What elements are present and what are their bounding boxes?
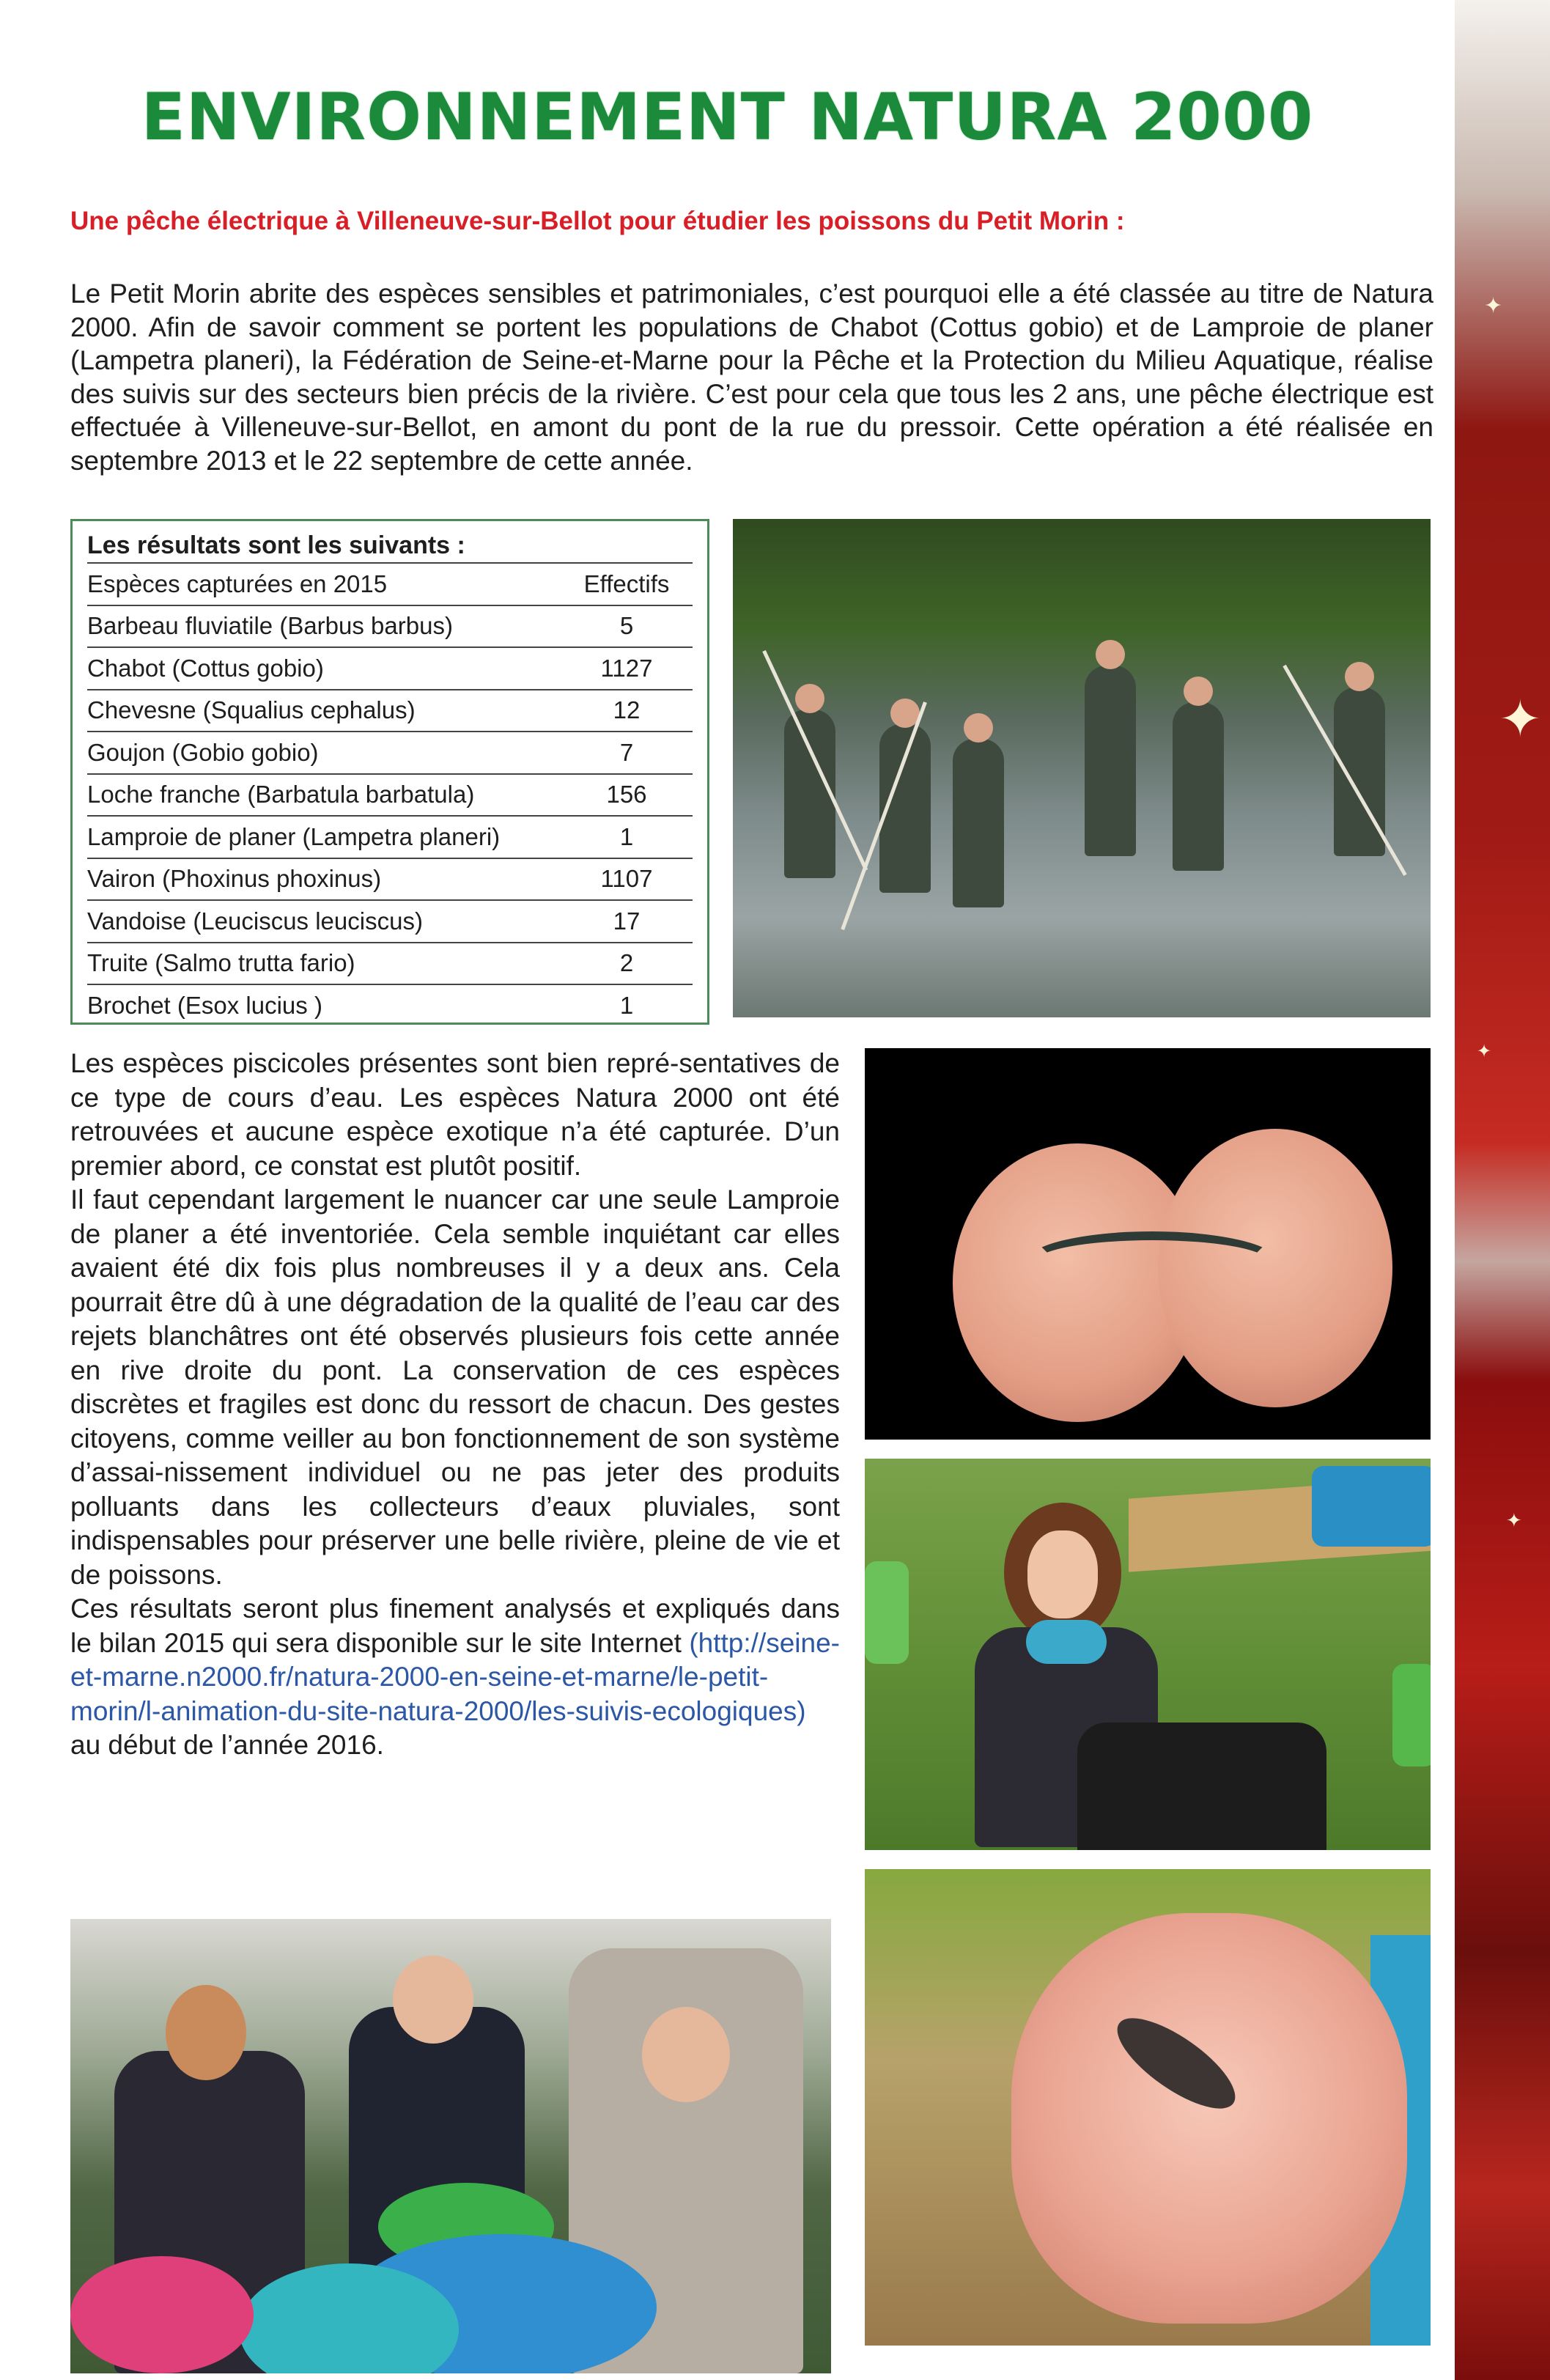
photo-lamprey-in-hands [865,1048,1431,1440]
figure-head [1345,662,1374,691]
person-head [166,1985,246,2080]
decorative-side-strip [1455,0,1550,2380]
species-count: 156 [606,781,647,808]
body-paragraph: Il faut cependant largement le nuancer car une seule Lamproie de planer a été inventoriée. Cela semble inquiétant car elles avaient été dix fois plus nombreuses il y a deux ans. Cela pourrait être dû à une dégradation de la qualité de l’eau car des rejets blanchâtres ont été observés plusieurs fois cette année en rive droite du pont. La conservation de ces espèces discrètes et fragiles est donc du ressort de chacun. Des gestes citoyens, comme veiller au bon fonctionnement de son système d’assai-nissement individuel ou ne pas jeter des produits polluants dans les collecteurs d’eaux pluviales, sont indispensables pour préserver une belle rivière, pleine de vie et de poissons. [70,1185,840,1590]
photo-river-fishing [733,519,1431,1017]
species-count: 1 [619,822,634,850]
table-row [87,985,693,1026]
results-header-row [87,564,693,606]
column-header-species: Espèces capturées en 2015 [87,570,388,597]
wader-figure [784,710,835,878]
photo-sorting-team [70,1919,831,2373]
body-paragraph: Les espèces piscicoles présentes sont bien repré-sentatives de ce type de cours d’eau. Les espèces Natura 2000 ont été retrouvées et aucune espèce exotique n’a été capturée. D’un premier abord, ce constat est plutôt positif. [70,1048,840,1181]
article-subtitle: Une pêche électrique à Villeneuve-sur-Bellot pour étudier les poissons du Petit Morin : [70,207,1125,235]
person-head [642,2007,730,2102]
scarf-shape [1026,1620,1107,1664]
species-name: Chevesne (Squalius cephalus) [87,696,416,724]
species-count: 17 [613,907,641,935]
wader-figure [1173,702,1224,871]
species-count: 1 [619,991,634,1019]
species-name: Goujon (Gobio gobio) [87,738,319,766]
species-count: 5 [619,612,634,640]
table-row [87,732,693,775]
wader-figure [1085,666,1136,856]
page-title: ENVIRONNEMENT NATURA 2000 [141,79,1314,155]
species-count: 7 [619,738,634,766]
sparkle-icon: ✦ [1499,689,1542,749]
figure-head [1184,677,1213,706]
closing-text: Ces résultats seront plus finement analysés et expliqués dans le bilan 2015 qui sera disponible sur le site Internet [70,1594,840,1658]
table-row [87,690,693,733]
species-name: Chabot (Cottus gobio) [87,654,324,682]
species-name: Vandoise (Leuciscus leuciscus) [87,907,423,935]
pink-basin [70,2256,254,2373]
species-count: 1127 [600,654,653,682]
green-tub [865,1561,909,1664]
table-row [87,817,693,859]
body-paragraph-closing [70,1592,840,1763]
black-bucket [1077,1723,1326,1850]
column-header-count: Effectifs [583,570,670,597]
species-name: Loche franche (Barbatula barbatula) [87,781,475,808]
species-name: Barbeau fluviatile (Barbus barbus) [87,612,453,640]
table-row [87,943,693,986]
species-count: 1107 [600,865,653,893]
table-row [87,859,693,902]
lamprey-shape [1026,1231,1278,1293]
photo-fish-in-hand [865,1869,1431,2346]
intro-paragraph: Le Petit Morin abrite des espèces sensibles et patrimoniales, c’est pourquoi elle a été classée au titre de Natura 2000. Afin de savoir comment se portent les populations de Chabot (Cottus gobio) et de Lamproie de planer (Lampetra planeri), la Fédération de Seine-et-Marne pour la Pêche et la Protection du Milieu Aquatique, réalise des suivis sur des secteurs bien précis de la rivière. C’est pour cela que tous les 2 ans, une pêche électrique est effectuée à Villeneuve-sur-Bellot, en amont du pont de la rue du pressoir. Cette opération a été réalisée en septembre 2013 et le 22 septembre de cette année. [70,279,1433,476]
species-count: 12 [613,696,641,724]
figure-head [1096,640,1125,669]
figure-head [964,713,993,743]
website-link[interactable]: (http://seine-et-marne.n2000.fr/natura-2000-en-seine-et-marne/le-petit-morin/l-animation-du-site-natura-2000/les-suivis-ecologiques) [70,1627,840,1726]
results-table [70,519,709,1025]
closing-text-end: au début de l’année 2016. [70,1730,384,1760]
table-row [87,775,693,817]
sparkle-icon: ✦ [1506,1510,1522,1532]
species-name: Truite (Salmo trutta fario) [87,949,355,977]
person-head [393,1956,473,2044]
article-body [70,1047,840,1763]
species-name: Lamproie de planer (Lampetra planeri) [87,822,501,850]
table-row [87,606,693,649]
sparkle-icon: ✦ [1484,293,1503,319]
table-row [87,648,693,690]
blue-tub [1312,1466,1431,1547]
face-shape [1027,1530,1098,1618]
green-tub [1392,1664,1431,1766]
wader-figure [953,739,1004,907]
photo-woman-with-bucket [865,1459,1431,1850]
table-row [87,901,693,943]
hand-shape [1011,1913,1407,2324]
results-heading: Les résultats sont les suivants : [87,528,693,564]
sparkle-icon: ✦ [1477,1041,1492,1061]
species-count: 2 [619,949,634,977]
species-name: Vairon (Phoxinus phoxinus) [87,865,382,893]
figure-head [795,684,824,713]
species-name: Brochet (Esox lucius ) [87,991,322,1019]
